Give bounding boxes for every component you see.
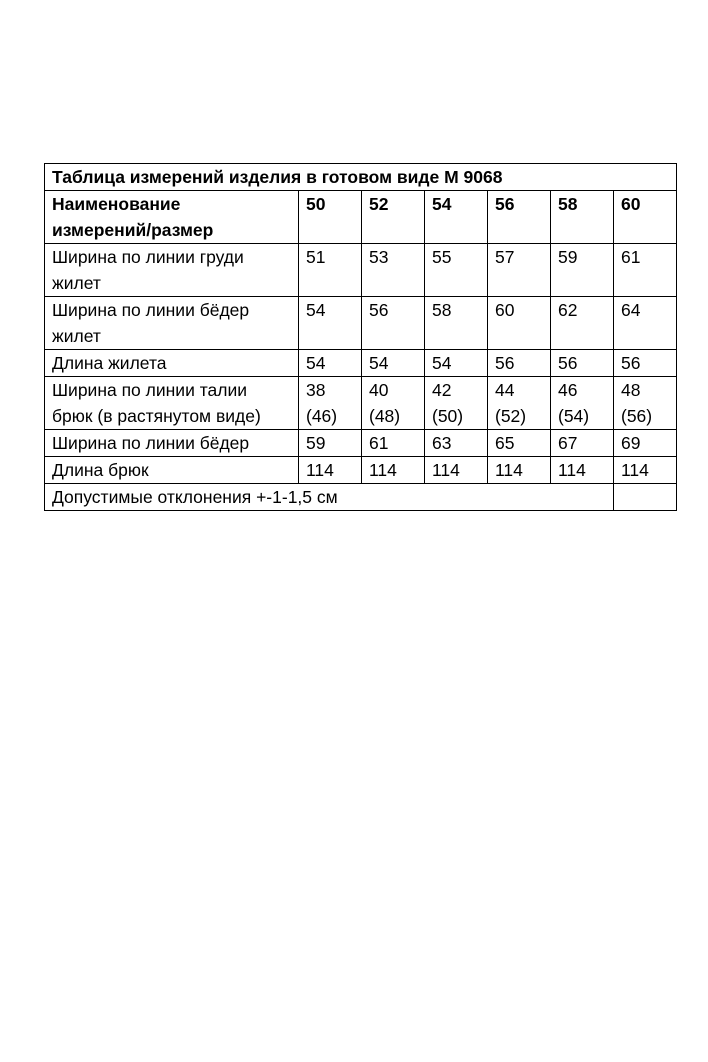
measurement-value-line: 51 <box>306 247 326 267</box>
measurement-name-line: жилет <box>52 273 101 293</box>
measurement-value-cell <box>614 244 677 297</box>
measurement-name-cell <box>45 350 299 377</box>
header-size-cell: 50 <box>299 191 362 244</box>
measurement-value-line: 61 <box>621 247 641 267</box>
measurement-value-line: (46) <box>306 406 338 426</box>
measurement-value-cell <box>362 377 425 430</box>
measurement-value-cell <box>614 297 677 350</box>
measurement-name-cell <box>45 457 299 484</box>
measurement-value-cell <box>425 244 488 297</box>
measurement-value-cell <box>299 377 362 430</box>
measurement-value-line: 54 <box>432 353 452 373</box>
table-row <box>45 297 677 350</box>
measurement-value-line: 56 <box>621 353 641 373</box>
measurement-value-cell <box>362 457 425 484</box>
measurement-value-cell <box>362 430 425 457</box>
header-name-line: Наименование <box>52 194 181 214</box>
measurement-name-cell <box>45 377 299 430</box>
measurement-value-line: 53 <box>369 247 389 267</box>
table-row <box>45 377 677 430</box>
measurement-table <box>44 163 677 511</box>
table-row <box>45 350 677 377</box>
measurement-name-cell <box>45 297 299 350</box>
measurement-value-cell <box>551 297 614 350</box>
measurement-name-line: жилет <box>52 326 101 346</box>
measurement-value-cell <box>551 350 614 377</box>
measurement-value-line: 56 <box>369 300 389 320</box>
measurement-value-cell <box>299 457 362 484</box>
measurement-value-line: 63 <box>432 433 452 453</box>
measurement-value-cell <box>299 297 362 350</box>
header-name-cell <box>45 191 299 244</box>
measurement-name-cell <box>45 430 299 457</box>
measurement-value-line: 65 <box>495 433 515 453</box>
measurement-value-line: 114 <box>369 460 397 480</box>
measurement-value-line: 59 <box>306 433 326 453</box>
measurement-value-cell <box>425 297 488 350</box>
measurement-value-cell <box>299 244 362 297</box>
measurement-value-line: 64 <box>621 300 641 320</box>
measurement-value-cell <box>551 377 614 430</box>
measurement-value-line: (48) <box>369 406 401 426</box>
measurement-value-line: 58 <box>432 300 452 320</box>
measurement-value-cell <box>425 350 488 377</box>
measurement-name-line: Ширина по линии груди <box>52 247 244 267</box>
measurement-value-line: (50) <box>432 406 464 426</box>
measurement-value-cell <box>299 350 362 377</box>
measurement-value-cell <box>488 377 551 430</box>
measurement-value-cell <box>551 457 614 484</box>
measurement-value-line: 114 <box>495 460 523 480</box>
measurement-value-cell <box>299 430 362 457</box>
measurement-value-cell <box>488 430 551 457</box>
measurement-value-line: 46 <box>558 380 578 400</box>
measurement-value-line: 69 <box>621 433 641 453</box>
header-row <box>45 191 677 244</box>
measurement-value-cell <box>362 244 425 297</box>
measurement-value-line: 48 <box>621 380 641 400</box>
measurement-name-line: Ширина по линии талии <box>52 380 248 400</box>
measurement-value-line: 59 <box>558 247 578 267</box>
measurement-value-cell <box>614 377 677 430</box>
header-name-line: измерений/размер <box>52 220 214 240</box>
measurement-value-cell <box>425 457 488 484</box>
measurement-value-line: 67 <box>558 433 578 453</box>
measurement-value-line: 114 <box>558 460 586 480</box>
measurement-value-cell <box>362 297 425 350</box>
measurement-value-line: (56) <box>621 406 653 426</box>
header-size-cell: 58 <box>551 191 614 244</box>
header-size-cell: 60 <box>614 191 677 244</box>
measurement-value-line: 114 <box>306 460 334 480</box>
measurement-value-line: (52) <box>495 406 527 426</box>
measurement-value-line: 44 <box>495 380 515 400</box>
measurement-value-cell <box>362 350 425 377</box>
measurement-value-cell <box>614 457 677 484</box>
table-row <box>45 244 677 297</box>
measurement-value-line: 54 <box>306 353 326 373</box>
measurement-value-cell <box>488 457 551 484</box>
measurement-value-line: 55 <box>432 247 452 267</box>
measurement-value-line: 57 <box>495 247 515 267</box>
table-title: Таблица измерений изделия в готовом виде М 9068 <box>45 164 677 191</box>
measurement-value-cell <box>488 244 551 297</box>
measurement-value-cell <box>488 350 551 377</box>
measurement-name-line: Длина брюк <box>52 460 149 480</box>
footer-row <box>45 484 677 511</box>
measurement-value-cell <box>551 244 614 297</box>
measurement-value-line: 56 <box>558 353 578 373</box>
measurement-value-line: 61 <box>369 433 389 453</box>
header-size-cell: 52 <box>362 191 425 244</box>
measurement-value-cell <box>614 430 677 457</box>
measurement-value-line: 40 <box>369 380 389 400</box>
measurement-value-cell <box>488 297 551 350</box>
measurement-name-line: Ширина по линии бёдер <box>52 433 250 453</box>
title-row <box>45 164 677 191</box>
measurement-value-line: 42 <box>432 380 452 400</box>
measurement-value-line: 56 <box>495 353 515 373</box>
measurement-name-line: Ширина по линии бёдер <box>52 300 250 320</box>
measurement-name-line: брюк (в растянутом виде) <box>52 406 261 426</box>
header-size-cell: 56 <box>488 191 551 244</box>
measurement-value-line: 54 <box>306 300 326 320</box>
tolerance-note: Допустимые отклонения +-1-1,5 см <box>45 484 614 511</box>
measurement-value-cell <box>425 430 488 457</box>
measurement-value-line: 114 <box>432 460 460 480</box>
measurement-value-cell <box>614 350 677 377</box>
measurement-value-line: 38 <box>306 380 326 400</box>
measurement-value-line: 54 <box>369 353 389 373</box>
measurement-name-line: Длина жилета <box>52 353 167 373</box>
table-row <box>45 457 677 484</box>
measurement-value-cell <box>551 430 614 457</box>
header-size-cell: 54 <box>425 191 488 244</box>
measurement-value-line: 60 <box>495 300 515 320</box>
measurement-value-line: (54) <box>558 406 590 426</box>
measurement-name-cell <box>45 244 299 297</box>
measurement-value-line: 114 <box>621 460 649 480</box>
measurement-value-line: 62 <box>558 300 578 320</box>
table-row <box>45 430 677 457</box>
measurement-value-cell <box>425 377 488 430</box>
empty-cell <box>614 484 677 511</box>
